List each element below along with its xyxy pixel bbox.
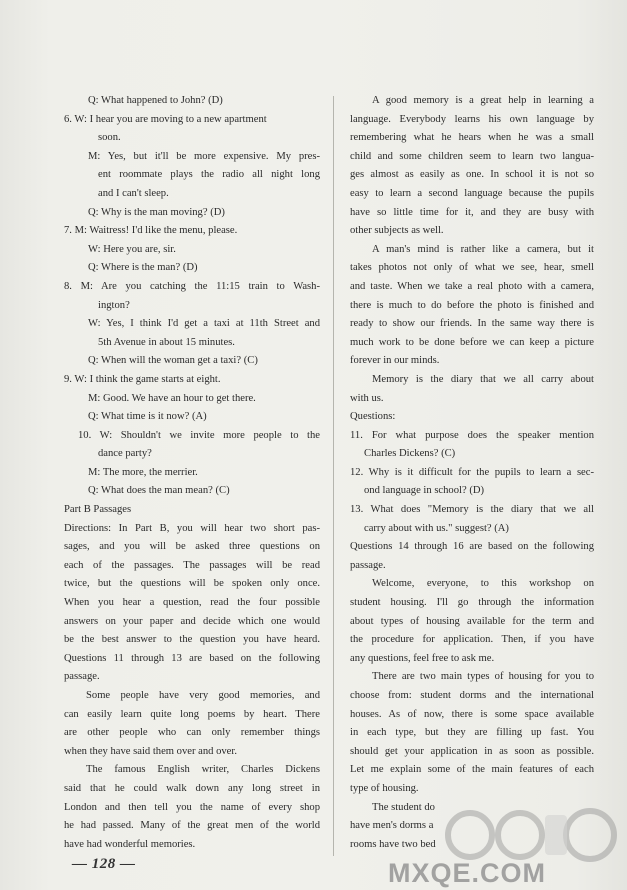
left-column-line: Q: What happened to John? (D): [88, 95, 223, 106]
left-column-line: have had wonderful memories.: [64, 838, 196, 850]
right-column-line: carry about with us." suggest? (A): [364, 522, 509, 534]
right-column-line: type of housing.: [350, 782, 419, 794]
left-column-line: W: Here you are, sir.: [88, 243, 176, 255]
left-column-line: dance party?: [98, 448, 152, 460]
right-column-line: Memory is the diary that we all carry about: [372, 373, 594, 385]
left-column-line: 6. W: I hear you are moving to a new apartment: [64, 113, 267, 125]
right-column-line: Questions 14 through 16 are based on the following: [350, 541, 594, 553]
left-column-line: each of the passages. The passages will be read: [64, 559, 320, 571]
right-column-line: passage.: [350, 559, 386, 571]
right-column-line: 12. Why is it difficult for the pupils to learn a sec-: [350, 466, 594, 478]
watermark-text: MXQE.COM: [388, 858, 547, 888]
right-column-line: rooms have two bed: [350, 838, 436, 850]
left-column: [64, 92, 320, 854]
left-column-line: Q: When will the woman get a taxi? (C): [88, 355, 258, 367]
page-number: — 128 —: [72, 856, 136, 872]
left-column-line: sages, and you will be asked three questions on: [64, 541, 320, 553]
right-column-line: and taste. When we take a real photo with a camera,: [350, 280, 594, 292]
left-column-line: when they have said them over and over.: [64, 745, 237, 757]
right-column-line: easy to learn a second language because the pupils: [350, 187, 594, 199]
left-column-line: Part B Passages: [64, 504, 132, 516]
left-column-line: London and then tell you the name of every shop: [64, 801, 320, 813]
left-column-line: answers on your paper and decide which one would: [64, 615, 320, 627]
right-column-line: in each type, but they are filling up fast. You: [350, 727, 594, 739]
right-column-line: ready to show our friends. In the same way there is: [350, 318, 594, 330]
right-column-line: ges almost as easily as one. In school it is not so: [350, 169, 594, 181]
right-column-line: much work to be done before we can keep a picture: [350, 336, 594, 348]
right-column-line: Welcome, everyone, to this workshop on: [372, 578, 594, 590]
right-column-line: 11. For what purpose does the speaker mention: [350, 429, 594, 441]
right-column-line: takes photos not only of what we see, hear, smell: [350, 262, 594, 274]
right-column-line: ond language in school? (D): [364, 485, 485, 497]
right-column-line: A good memory is a great help in learning a: [372, 95, 594, 106]
right-column-line: Charles Dickens? (C): [364, 448, 456, 460]
left-column-line: be the best answer to the question you have heard.: [64, 634, 320, 646]
left-column-line: W: Yes, I think I'd get a taxi at 11th Street and: [88, 318, 320, 330]
column-divider: [333, 96, 334, 856]
right-column-line: 13. What does "Memory is the diary that we all: [350, 504, 594, 516]
right-column-line: have so little time for it, and they are busy with: [350, 206, 594, 218]
right-column-line: about types of housing available for the term and: [350, 615, 594, 627]
right-column-line: have men's dorms a: [350, 820, 434, 832]
left-column-line: When you hear a question, read the four possible: [64, 597, 320, 609]
left-column-line: Questions 11 through 13 are based on the following: [64, 652, 320, 664]
left-column-line: Q: Why is the man moving? (D): [88, 206, 225, 218]
left-column-line: twice, but the questions will be spoken only once.: [64, 578, 320, 590]
left-column-line: M: Yes, but it'll be more expensive. My pres-: [88, 150, 320, 162]
left-column-line: Directions: In Part B, you will hear two short pas-: [64, 522, 320, 534]
right-column-line: child and some children seem to learn two langua-: [350, 150, 594, 162]
left-column-line: ent roommate plays the radio all night long: [98, 169, 320, 181]
right-column-line: Questions:: [350, 411, 396, 423]
right-column-line: A man's mind is rather like a camera, but it: [372, 243, 594, 255]
left-column-line: The famous English writer, Charles Dickens: [86, 764, 320, 776]
right-column-line: remembering what he hears when he was a small: [350, 132, 594, 144]
right-column-line: there is much to do before the photo is finished and: [350, 299, 594, 311]
right-column-line: any questions, feel free to ask me.: [350, 652, 495, 664]
left-column-line: can easily learn quite long poems by heart. There: [64, 708, 320, 720]
right-column-line: other subjects as well.: [350, 225, 444, 237]
left-column-line: 5th Avenue in about 15 minutes.: [98, 336, 235, 348]
left-column-line: 9. W: I think the game starts at eight.: [64, 373, 221, 385]
left-column-line: M: The more, the merrier.: [88, 466, 198, 478]
left-column-line: said that he could walk down any long street in: [64, 782, 320, 794]
left-column-line: Q: What time is it now? (A): [88, 411, 207, 423]
left-column-line: passage.: [64, 671, 100, 683]
left-column-line: soon.: [98, 132, 121, 144]
right-column-line: forever in our minds.: [350, 355, 440, 367]
left-column-line: 10. W: Shouldn't we invite more people to the: [78, 429, 320, 441]
right-column-line: There are two main types of housing for you to: [372, 671, 594, 683]
right-column-line: language. Everybody learns his own language by: [350, 113, 594, 125]
right-column-line: choose from: student dorms and the international: [350, 690, 594, 701]
left-column-line: Q: What does the man mean? (C): [88, 485, 230, 497]
right-column-line: with us.: [350, 392, 384, 404]
right-column-line: The student do: [372, 801, 435, 813]
right-column-line: the procedure for application. Then, if you have: [350, 634, 594, 646]
left-column-line: he had passed. Many of the great men of the world: [64, 820, 320, 832]
left-column-line: are other people who can only remember things: [64, 727, 320, 739]
left-column-line: Q: Where is the man? (D): [88, 262, 198, 274]
right-column-line: Let me explain some of the main features of each: [350, 764, 594, 776]
right-column-line: should get your application in as soon as possible.: [350, 745, 594, 757]
right-column: [350, 92, 594, 854]
right-column-line: student housing. I'll go through the information: [350, 597, 594, 609]
left-column-line: ington?: [98, 299, 130, 311]
left-column-line: Some people have very good memories, and: [86, 690, 320, 701]
left-column-line: and I can't sleep.: [98, 187, 169, 199]
left-column-line: 7. M: Waitress! I'd like the menu, please.: [64, 225, 238, 237]
left-column-line: M: Good. We have an hour to get there.: [88, 392, 256, 404]
right-column-line: houses. As of now, there is some space available: [350, 708, 594, 720]
left-column-line: 8. M: Are you catching the 11:15 train to Wash-: [64, 280, 320, 292]
